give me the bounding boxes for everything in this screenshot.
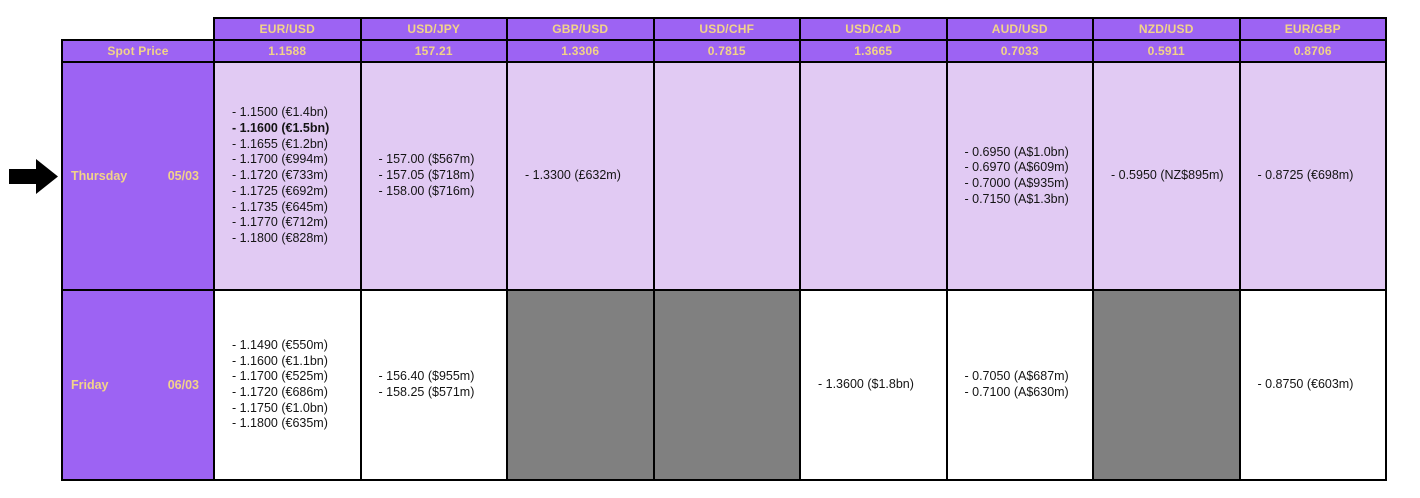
strike-cell: [1240, 62, 1387, 290]
day-label-cell: [62, 290, 214, 480]
strike-line: - 157.00 ($567m): [378, 152, 475, 167]
strike-line: - 0.7000 (A$935m): [964, 176, 1069, 190]
spot-value-gbp-usd: 1.3306: [507, 40, 654, 62]
strike-line: - 158.25 ($571m): [378, 385, 475, 399]
strike-line: - 158.00 ($716m): [378, 183, 475, 198]
strike-line: - 0.7100 (A$630m): [964, 385, 1069, 399]
expiry-row-friday: [62, 290, 1386, 480]
strike-line: - 157.05 ($718m): [378, 168, 475, 183]
strike-line: - 1.1720 (€733m): [232, 168, 328, 183]
strike-line: - 1.3300 (£632m): [525, 168, 621, 183]
pair-header-row: [62, 18, 1386, 40]
strike-line: - 1.1720 (€686m): [232, 385, 328, 399]
strike-cell: [947, 290, 1094, 480]
day-date: 05/03: [167, 169, 199, 183]
strike-line: - 0.8725 (€698m): [1257, 168, 1354, 183]
strike-line: - 0.6950 (A$1.0bn): [964, 144, 1069, 159]
corner-spacer: [62, 18, 214, 40]
strike-line: - 1.1490 (€550m): [232, 337, 328, 352]
strike-cell: [214, 62, 361, 290]
pair-header-usd-cad: USD/CAD: [800, 18, 947, 40]
strike-cell: [654, 290, 801, 480]
pair-header-gbp-usd: GBP/USD: [507, 18, 654, 40]
strike-line: - 1.1600 (€1.5bn): [232, 121, 330, 136]
strike-cell: [800, 290, 947, 480]
strike-line: - 0.6970 (A$609m): [964, 160, 1069, 175]
strike-line: - 1.1600 (€1.1bn): [232, 353, 328, 368]
strike-line: - 1.1750 (€1.0bn): [232, 400, 328, 415]
day-label-cell: [62, 62, 214, 290]
pair-header-usd-jpy: USD/JPY: [361, 18, 508, 40]
strike-line: - 1.1800 (€635m): [232, 416, 328, 431]
spot-value-eur-usd: 1.1588: [214, 40, 361, 62]
spot-value-aud-usd: 0.7033: [947, 40, 1094, 62]
strike-cell: [507, 62, 654, 290]
strike-line: - 1.3600 ($1.8bn): [818, 377, 914, 392]
strike-cell: [947, 62, 1094, 290]
spot-value-eur-gbp: 0.8706: [1240, 40, 1387, 62]
spot-value-usd-jpy: 157.21: [361, 40, 508, 62]
current-day-arrow-icon: [9, 158, 59, 195]
pair-header-aud-usd: AUD/USD: [947, 18, 1094, 40]
strike-line: - 1.1655 (€1.2bn): [232, 136, 328, 151]
strike-line: - 1.1770 (€712m): [232, 215, 328, 230]
strike-cell: [1093, 290, 1240, 480]
strike-cell: [507, 290, 654, 480]
spot-value-usd-cad: 1.3665: [800, 40, 947, 62]
strike-line: - 1.1500 (€1.4bn): [232, 105, 328, 120]
strike-cell: [800, 62, 947, 290]
fx-option-expiries-table: [61, 17, 1387, 481]
pair-header-eur-gbp: EUR/GBP: [1240, 18, 1387, 40]
strike-line: - 1.1700 (€525m): [232, 369, 328, 384]
strike-cell: [1093, 62, 1240, 290]
strike-line: - 1.1725 (€692m): [232, 183, 328, 198]
strike-cell: [1240, 290, 1387, 480]
strike-line: - 1.1800 (€828m): [232, 230, 328, 245]
strike-cell: [361, 62, 508, 290]
expiry-row-thursday: [62, 62, 1386, 290]
spot-value-nzd-usd: 0.5911: [1093, 40, 1240, 62]
pair-header-nzd-usd: NZD/USD: [1093, 18, 1240, 40]
day-date: 06/03: [167, 378, 199, 392]
strike-line: - 1.1700 (€994m): [232, 152, 328, 167]
day-name: Thursday: [71, 169, 128, 183]
strike-cell: [214, 290, 361, 480]
pair-header-eur-usd: EUR/USD: [214, 18, 361, 40]
strike-cell: [361, 290, 508, 480]
pair-header-usd-chf: USD/CHF: [654, 18, 801, 40]
strike-line: - 0.5950 (NZ$895m): [1111, 168, 1224, 183]
strike-line: - 0.7150 (A$1.3bn): [964, 191, 1069, 206]
spot-price-label: Spot Price: [62, 40, 214, 62]
spot-value-usd-chf: 0.7815: [654, 40, 801, 62]
strike-cell: [654, 62, 801, 290]
strike-line: - 0.8750 (€603m): [1257, 377, 1354, 392]
strike-line: - 0.7050 (A$687m): [964, 369, 1069, 384]
strike-line: - 1.1735 (€645m): [232, 199, 328, 214]
day-name: Friday: [71, 378, 109, 392]
strike-line: - 156.40 ($955m): [378, 369, 475, 384]
spot-price-row: [62, 40, 1386, 62]
